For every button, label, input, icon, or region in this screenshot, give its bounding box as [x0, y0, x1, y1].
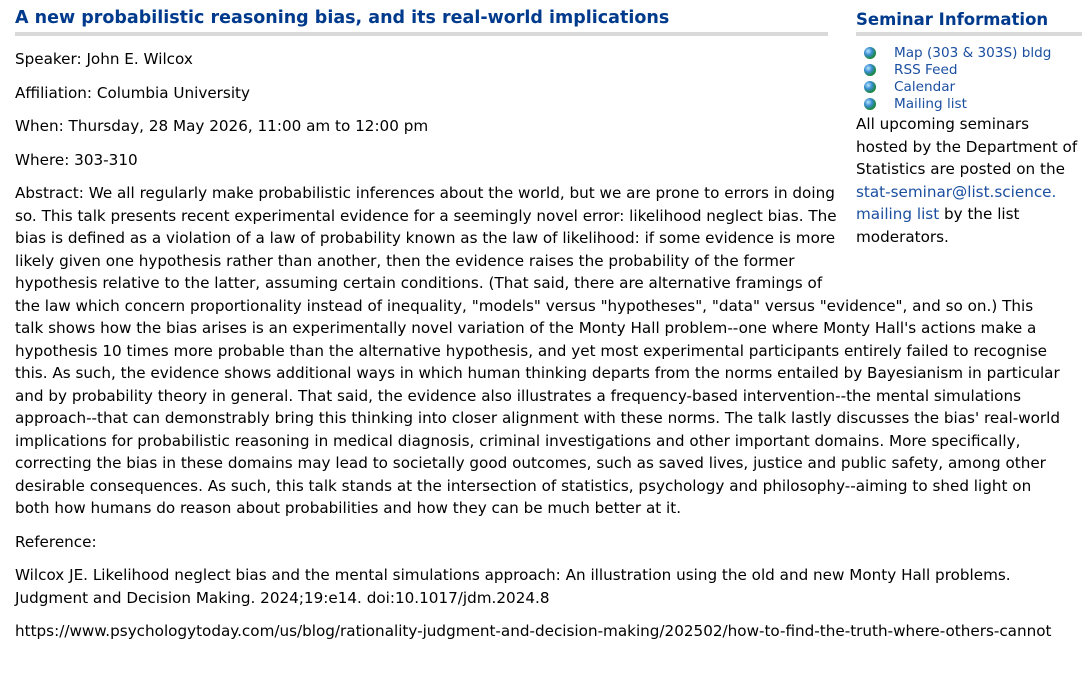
- sidebar-item-map: [856, 45, 1082, 62]
- sidebar-item-mailing-list: [856, 96, 1082, 113]
- when: When: Thursday, 28 May 2026, 11:00 am to 12:00 pm: [15, 117, 429, 135]
- sidebar-item-rss: [856, 62, 1082, 79]
- globe-bullet-icon: [864, 81, 876, 93]
- abstract: Abstract: We all regularly make probabilistic inferences about the world, but we are prone to errors in doing so. This talk presents recent experimental evidence for a seemingly novel error: likelihood neglect bias. The bias is defined as a violation of a law of probability known as the law of likelihood: if some evidence is more likely given one hypothesis rather than another, then the evidence raises the probability of the former hypothesis relative to the latter, assuming certain conditions. (That said, there are alternative framings of the law which concern proportionality instead of inequality, "models" versus "hypotheses", "data" versus "evidence", and so on.) This talk shows how the bias arises is an experimentally novel variation of the Monty Hall problem--one where Monty Hall's actions make a hypothesis 10 times more probable than the alternative hypothesis, and yet most experimental participants entirely failed to recognise this. As such, the evidence shows additional ways in which human thinking departs from the norms entailed by Bayesianism in particular and by probability theory in general. That said, the evidence also illustrates a frequency-based intervention--the mental simulations approach--that can demonstrably bring this thinking into closer alignment with these norms. The talk lastly discusses the bias' real-world implications for probabilistic reasoning in medical diagnosis, criminal investigations and other important domains. More specifically, correcting the bias in these domains may lead to societally good outcomes, such as saved lives, justice and public safety, among other desirable consequences. As such, this talk stands at the intersection of statistics, psychology and philosophy--aiming to shed light on both how humans do reason about probabilities and how they can be much better at it.: [15, 184, 1061, 517]
- sidebar-link-list: [856, 45, 1082, 113]
- sidebar-note-text: All upcoming seminars hosted by the Department of Statistics are posted on the: [856, 115, 1078, 178]
- sidebar-title: Seminar Information: [856, 10, 1082, 36]
- page-title: A new probabilistic reasoning bias, and its real-world implications: [15, 8, 828, 36]
- sidebar-item-calendar: [856, 79, 1082, 96]
- mailing-list-link[interactable]: Mailing list: [894, 96, 967, 112]
- globe-bullet-icon: [864, 98, 876, 110]
- seminar-info-sidebar: [856, 10, 1082, 248]
- affiliation: Affiliation: Columbia University: [15, 83, 250, 102]
- rss-feed-link[interactable]: RSS Feed: [894, 62, 958, 78]
- stat-seminar-mailing-list-link[interactable]: stat-seminar@list.science. mailing list: [856, 182, 1057, 223]
- map-link[interactable]: Map (303 & 303S) bldg: [894, 45, 1052, 61]
- globe-bullet-icon: [864, 47, 876, 59]
- calendar-link[interactable]: Calendar: [894, 79, 956, 95]
- sidebar-note: [856, 113, 1082, 248]
- reference-url: https://www.psychologytoday.com/us/blog/rationality-judgment-and-decision-making/202502/how-to-find-the-truth-where-others-cannot: [15, 622, 1052, 640]
- sidebar-note-text-end: by the list moderators.: [856, 205, 1020, 246]
- where: Where: 303-310: [15, 150, 138, 169]
- seminar-content: [15, 8, 1078, 643]
- globe-bullet-icon: [864, 64, 876, 76]
- speaker: Speaker: John E. Wilcox: [15, 50, 193, 68]
- reference-citation: Wilcox JE. Likelihood neglect bias and the mental simulations approach: An illustration using the old and new Monty Hall problems. Judgment and Decision Making. 2024;19:e14. doi:10.1017/jdm.2024.8: [15, 566, 1011, 607]
- reference-label: Reference:: [15, 532, 97, 551]
